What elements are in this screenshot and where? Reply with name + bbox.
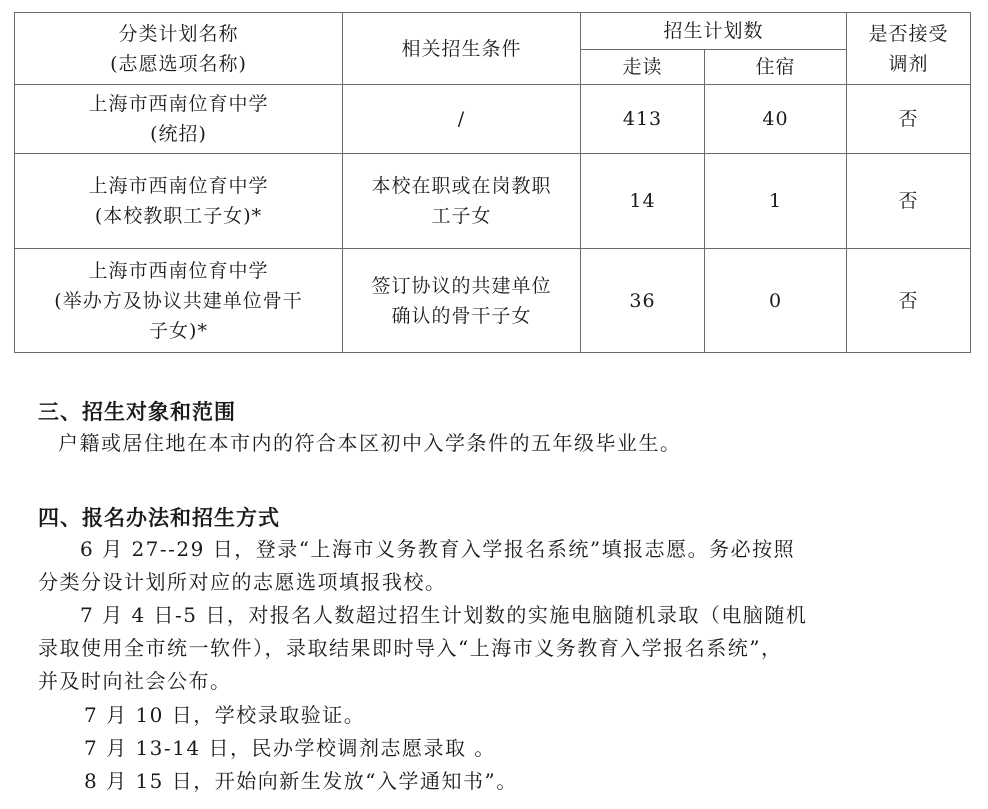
row-condition bbox=[343, 249, 581, 353]
row-adjust: 否 bbox=[847, 249, 971, 353]
row-condition-line1: 本校在职或在岗教职 bbox=[371, 175, 552, 197]
section4-paragraph-lottery bbox=[38, 599, 978, 698]
header-conditions: 相关招生条件 bbox=[343, 13, 581, 85]
row-boarding-count: 1 bbox=[705, 154, 847, 249]
row-day-count: 14 bbox=[581, 154, 705, 249]
enrollment-plan-table bbox=[14, 12, 971, 353]
table-header-row bbox=[15, 13, 971, 50]
header-category bbox=[15, 13, 343, 85]
table-row bbox=[15, 85, 971, 154]
p1-line2: 分类分设计划所对应的志愿选项填报我校。 bbox=[38, 570, 447, 594]
row-day-count: 413 bbox=[581, 85, 705, 154]
header-adjust bbox=[847, 13, 971, 85]
section3-heading: 三、招生对象和范围 bbox=[38, 399, 236, 424]
row-condition bbox=[343, 154, 581, 249]
row-name-line1: 上海市西南位育中学 bbox=[88, 259, 269, 282]
row-day-count: 36 bbox=[581, 249, 705, 353]
p2-line1: 7 月 4 日-5 日，对报名人数超过招生计划数的实施电脑随机录取（电脑随机 bbox=[80, 603, 808, 627]
row-condition-line2: 工子女 bbox=[431, 205, 492, 227]
header-boarding: 住宿 bbox=[705, 50, 847, 85]
p2-line3: 并及时向社会公布。 bbox=[38, 669, 232, 693]
row-boarding-count: 40 bbox=[705, 85, 847, 154]
p2-line2: 录取使用全市统一软件），录取结果即时导入“上海市义务教育入学报名系统”， bbox=[38, 636, 783, 660]
row-name bbox=[15, 154, 343, 249]
row-condition-line2: 确认的骨干子女 bbox=[391, 304, 532, 327]
header-day: 走读 bbox=[581, 50, 705, 85]
row-name-line3: 子女)* bbox=[149, 319, 208, 342]
row-condition-line1: / bbox=[457, 108, 466, 130]
header-category-line2: (志愿选项名称) bbox=[110, 52, 247, 75]
table-row bbox=[15, 249, 971, 353]
header-category-line1: 分类计划名称 bbox=[118, 22, 239, 45]
section4-paragraph-adjustment: 7 月 13-14 日，民办学校调剂志愿录取 。 bbox=[84, 736, 496, 760]
row-adjust: 否 bbox=[847, 85, 971, 154]
row-adjust: 否 bbox=[847, 154, 971, 249]
table-row bbox=[15, 154, 971, 249]
header-adjust-line2: 调剂 bbox=[888, 52, 929, 75]
row-condition-line1: 签订协议的共建单位 bbox=[371, 274, 552, 297]
header-adjust-line1: 是否接受 bbox=[868, 22, 949, 45]
p1-line1: 6 月 27--29 日，登录“上海市义务教育入学报名系统”填报志愿。务必按照 bbox=[80, 537, 796, 561]
row-name-line2: (本校教职工子女)* bbox=[94, 205, 263, 227]
section4-paragraph-registration bbox=[38, 533, 978, 599]
row-name-line2: (统招) bbox=[150, 123, 207, 145]
section3-text: 户籍或居住地在本市内的符合本区初中入学条件的五年级毕业生。 bbox=[58, 431, 682, 455]
row-condition bbox=[343, 85, 581, 154]
row-boarding-count: 0 bbox=[705, 249, 847, 353]
row-name bbox=[15, 249, 343, 353]
section4-paragraph-verification: 7 月 10 日，学校录取验证。 bbox=[84, 703, 366, 727]
row-name-line2: (举办方及协议共建单位骨干 bbox=[54, 289, 303, 312]
row-name-line1: 上海市西南位育中学 bbox=[88, 175, 269, 197]
section4-heading: 四、报名办法和招生方式 bbox=[38, 505, 280, 530]
section4-paragraph-notice: 8 月 15 日，开始向新生发放“入学通知书”。 bbox=[84, 769, 518, 793]
row-name-line1: 上海市西南位育中学 bbox=[88, 93, 269, 115]
header-plan-count: 招生计划数 bbox=[581, 13, 847, 50]
row-name bbox=[15, 85, 343, 154]
